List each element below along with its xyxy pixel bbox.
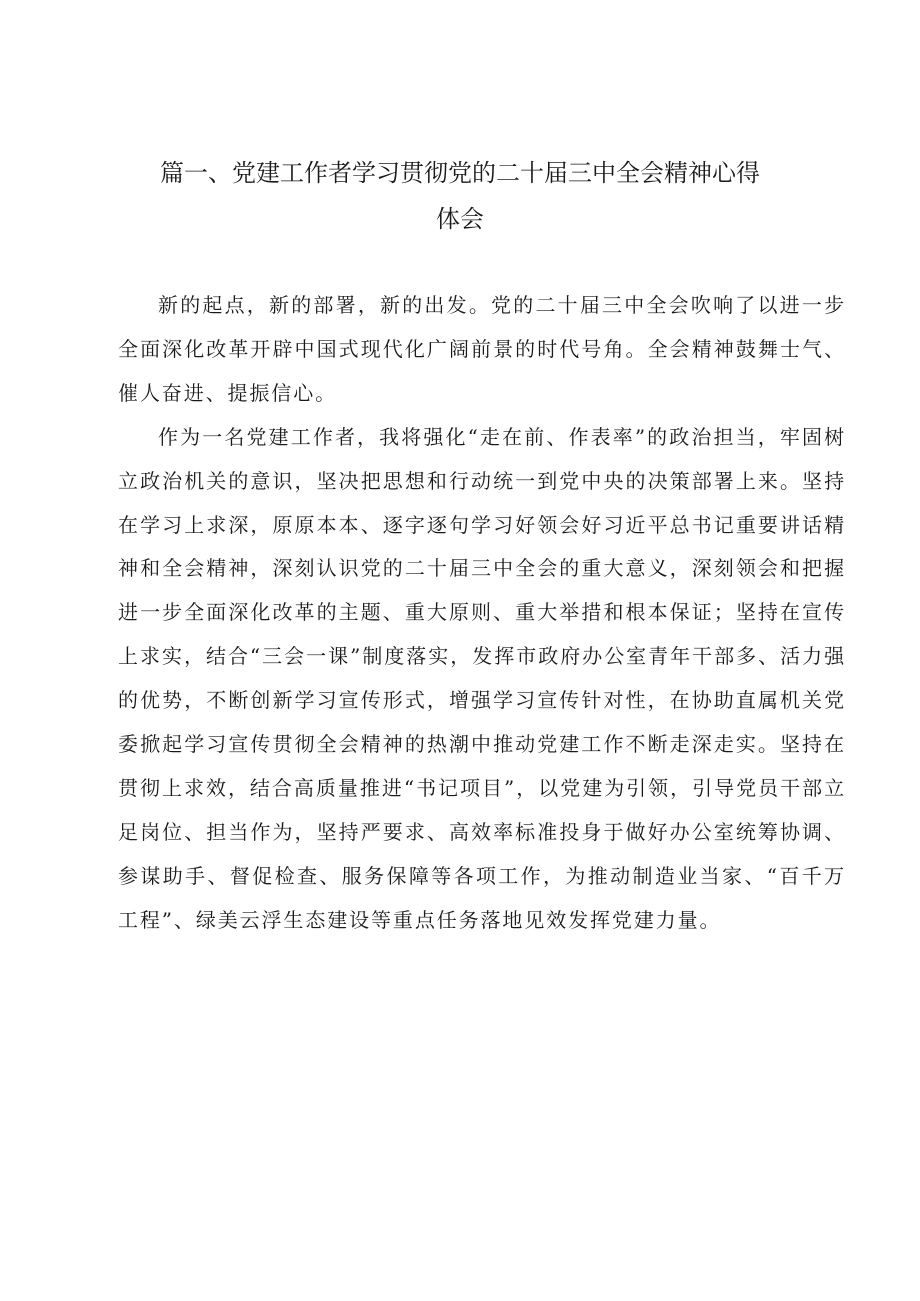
- document-title: [120, 150, 800, 242]
- title-line-2: 体会: [436, 205, 484, 233]
- title-line-1: 篇一、党建工作者学习贯彻党的二十届三中全会精神心得: [160, 159, 760, 187]
- paragraph-1: 新的起点，新的部署，新的出发。党的二十届三中全会吹响了以进一步全面深化改革开辟中国式现代化广阔前景的时代号角。全会精神鼓舞士气、催人奋进、提振信心。: [118, 293, 846, 405]
- paragraph-2: 作为一名党建工作者，我将强化“走在前、作表率”的政治担当，牢固树立政治机关的意识，坚决把思想和行动统一到党中央的决策部署上来。坚持在学习上求深，原原本本、逐字逐句学习好领会好习近平总书记重要讲话精神和全会精神，深刻认识党的二十届三中全会的重大意义，深刻领会和把握进一步全面深化改革的主题、重大原则、重大举措和根本保证；坚持在宣传上求实，结合“三会一课”制度落实，发挥市政府办公室青年干部多、活力强的优势，不断创新学习宣传形式，增强学习宣传针对性，在协助直属机关党委掀起学习宣传贯彻全会精神的热潮中推动党建工作不断走深走实。坚持在贯彻上求效，结合高质量推进“书记项目”，以党建为引领，引导党员干部立足岗位、担当作为，坚持严要求、高效率标准投身于做好办公室统筹协调、参谋助手、督促检查、服务保障等各项工作，为推动制造业当家、“百千万工程”、绿美云浮生态建设等重点任务落地见效发挥党建力量。: [118, 424, 846, 932]
- document-body: [118, 284, 846, 943]
